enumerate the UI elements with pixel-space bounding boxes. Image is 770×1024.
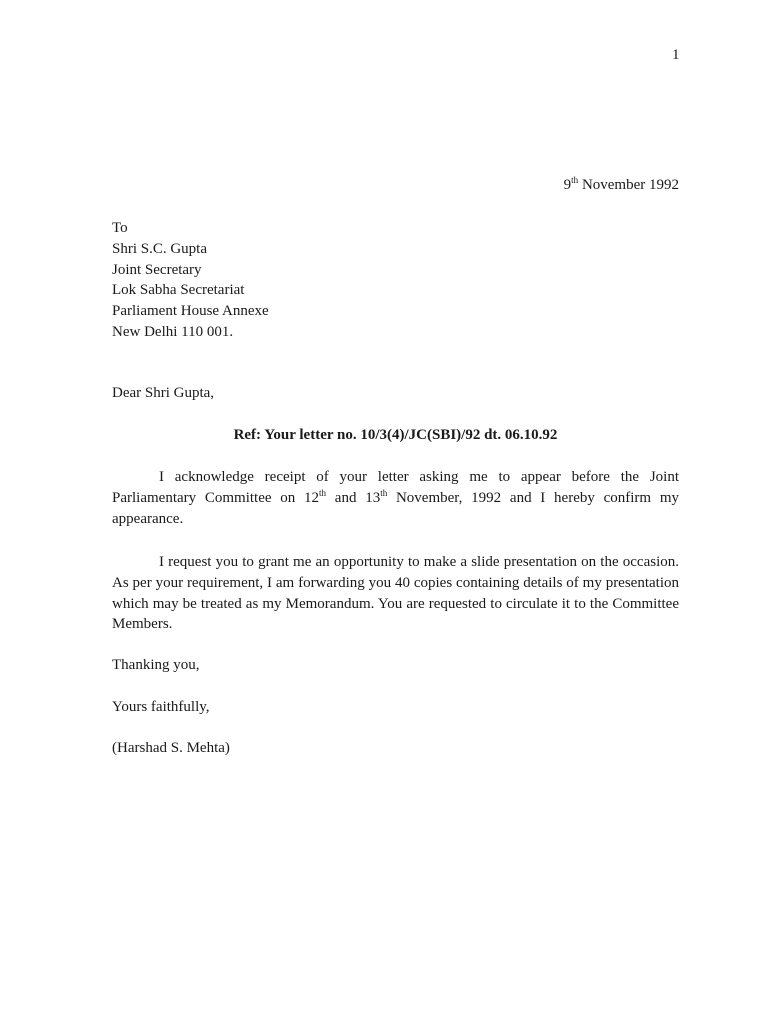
address-line: Joint Secretary [112,261,202,278]
para1-text: November, 1992 and I hereby confirm my appearance. [112,489,679,527]
address-line: Shri S.C. Gupta [112,240,208,257]
salutation: Dear Shri Gupta, [112,385,215,401]
para1-sup: th [319,487,327,498]
para1-sup: th [380,487,388,498]
body-paragraph-1 [112,467,679,529]
reference-line: Ref: Your letter no. 10/3(4)/JC(SBI)/92 dt. 06.10.92 [233,427,558,443]
para1-text: and 13 [326,489,381,506]
address-line: Parliament House Annexe [112,303,269,320]
date-suffix: th [571,175,579,185]
closing-thanks: Thanking you, [112,657,200,673]
address-line: Lok Sabha Secretariat [112,282,245,299]
body-paragraph-2: I request you to grant me an opportunity to make a slide presentation on the occasion. As per your requirement, I am forwarding you 40 copies containing details of my presentation which may be treated as my Memorandum. You are requested to circulate it to the Committee Members. [112,554,679,633]
para1-text: I acknowledge receipt of your letter asking me to appear before the Joint Parliamentary Committee on 12 [112,469,679,506]
address-line: New Delhi 110 001. [112,323,234,340]
address-line: To [112,220,128,236]
date-rest: November 1992 [578,177,679,193]
page-number: 1 [672,47,680,63]
letter-date [564,176,679,194]
closing-yours: Yours faithfully, [112,699,210,715]
recipient-address [112,218,269,343]
date-day: 9 [563,177,572,193]
signature-name: (Harshad S. Mehta) [112,740,230,756]
